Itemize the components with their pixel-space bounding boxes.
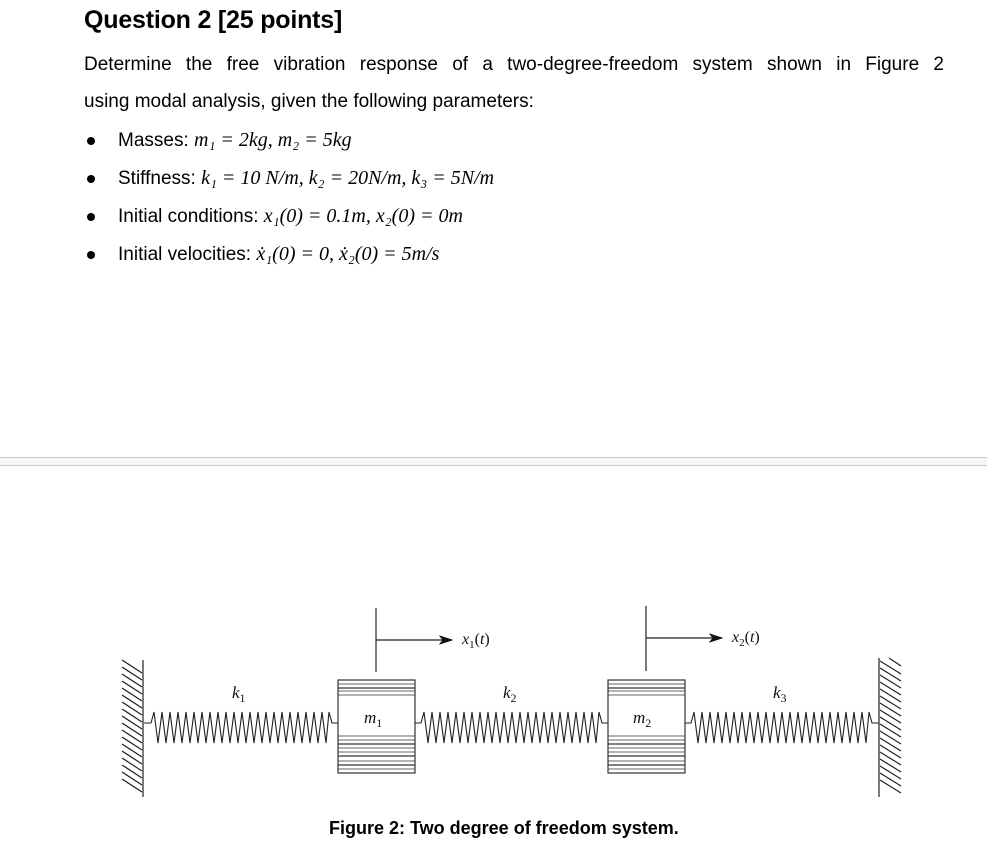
spring-k1-icon xyxy=(144,712,338,743)
spring-k3-icon xyxy=(685,712,879,743)
parameter-label: Masses: xyxy=(118,130,195,151)
parameter-label: Initial velocities: xyxy=(118,244,257,265)
question-title: Question 2 [25 points] xyxy=(84,6,343,34)
parameter-value: x₁(0) = 0.1m, x₂(0) = 0m xyxy=(263,205,463,227)
label-k1: $k_1$ xyxy=(232,683,246,705)
parameter-value: m₁ = 2kg, m₂ = 5kg xyxy=(194,129,352,151)
question-intro-line2: using modal analysis, given the following parameters: xyxy=(84,91,534,112)
label-x1: $x_1(t)$ xyxy=(462,631,490,651)
label-k2: $k_2$ xyxy=(503,683,517,705)
parameter-value: k₁ = 10 N/m, k₂ = 20N/m, k₃ = 5N/m xyxy=(201,167,495,189)
label-k3: $k_3$ xyxy=(773,683,787,705)
parameter-label: Stiffness: xyxy=(118,168,202,189)
question-intro-line1: Determine the free vibration response of a two-degree-freedom system shown in Figure 2 xyxy=(84,54,944,75)
label-m1: $m_1$ xyxy=(364,708,383,730)
parameter-label: Initial conditions: xyxy=(118,206,264,227)
figure-caption: Figure 2: Two degree of freedom system. xyxy=(329,818,679,838)
displacement-x2-arrow-icon xyxy=(646,606,722,671)
label-m2: $m_2$ xyxy=(633,708,652,730)
displacement-x1-arrow-icon xyxy=(376,608,452,672)
right-wall-icon xyxy=(879,658,901,797)
label-x2: $x_2(t)$ xyxy=(732,629,760,649)
spring-k2-icon xyxy=(415,712,608,743)
parameter-value: ẋ₁(0) = 0, ẋ₂(0) = 5m/s xyxy=(256,243,440,265)
left-wall-icon xyxy=(122,660,143,797)
